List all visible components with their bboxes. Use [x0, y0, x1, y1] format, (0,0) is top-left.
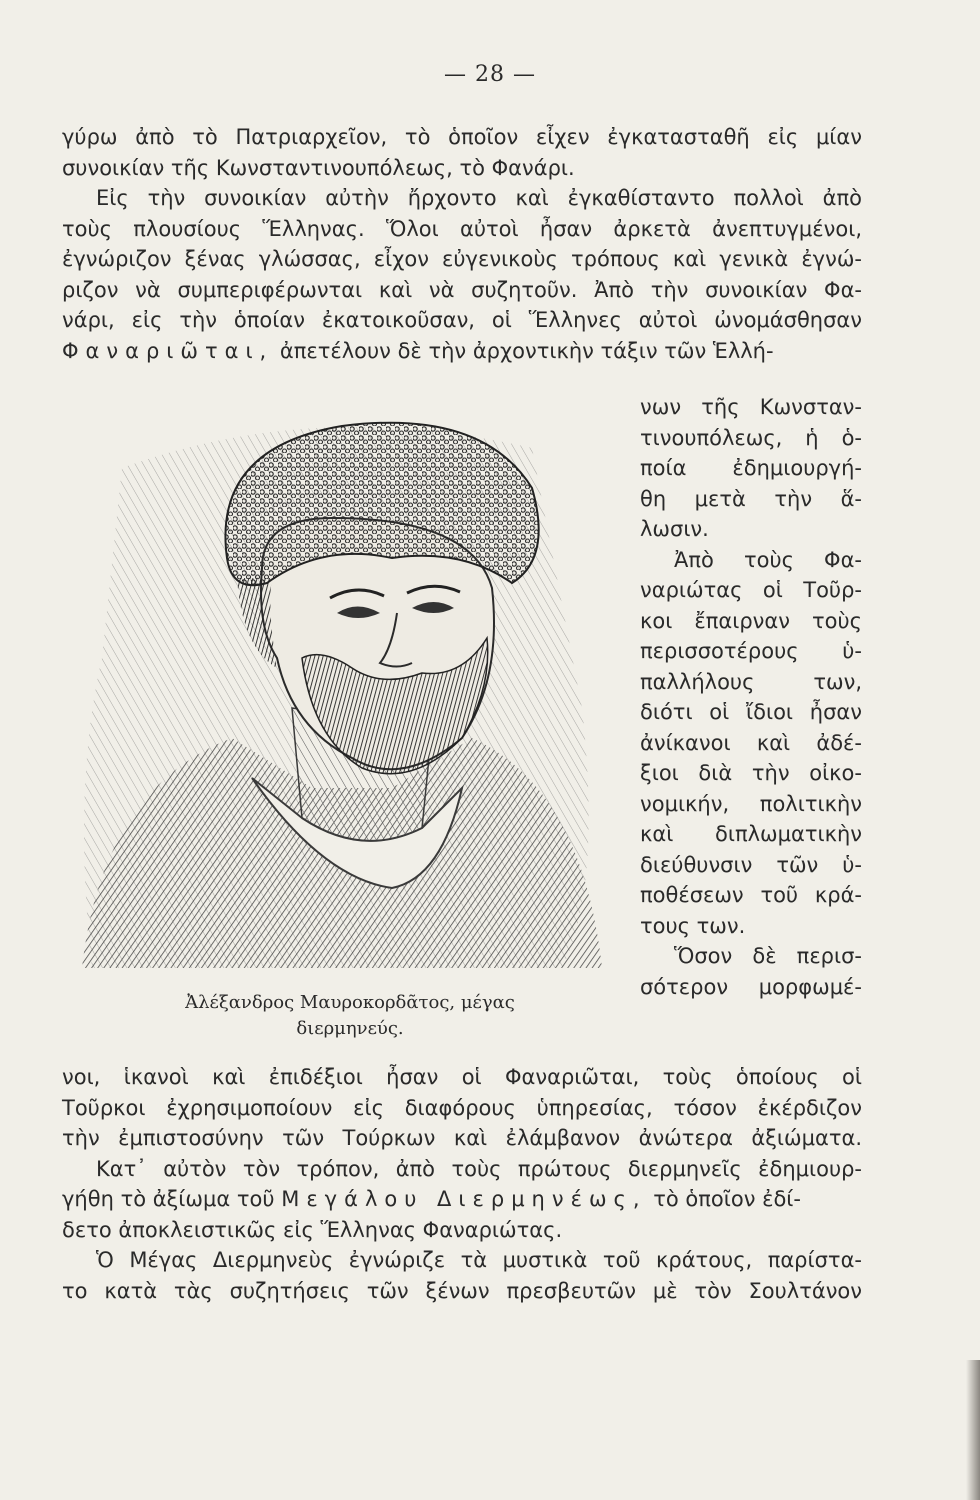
text-line: νοι, ἱκανοὶ καὶ ἐπιδέξιοι ἦσαν οἱ Φαναριῶται, τοὺς ὁποίους οἱ	[62, 1065, 862, 1089]
caption-line: Ἀλέξανδρος Μαυροκορδᾶτος, μέγας	[185, 992, 515, 1013]
side-line: διότι οἱ ἴδιοι ἦσαν	[640, 700, 862, 724]
caption-line: διερμηνεύς.	[296, 1018, 404, 1039]
side-line: διεύθυνσιν τῶν ὑ-	[640, 852, 862, 877]
side-line: νομικήν, πολιτικὴν	[640, 791, 862, 816]
side-line: Ἀπὸ τοὺς Φα-	[674, 547, 862, 572]
text-line: Ὁ Μέγας Διερμηνεὺς ἐγνώριζε τὰ μυστικὰ τοῦ κράτους, παρίστα-	[96, 1248, 862, 1272]
side-line: καὶ διπλωματικὴν	[640, 822, 862, 846]
text-fragment: γήθη τὸ ἀξίωμα τοῦ	[62, 1187, 275, 1211]
text-line: το κατὰ τὰς συζητήσεις τῶν ξένων πρεσβευτῶν μὲ τὸν Σουλτάνον	[62, 1278, 862, 1303]
text-line: Κατ᾽ αὐτὸν τὸν τρόπον, ἀπὸ τοὺς πρώτους διερμηνεῖς ἐδημιουρ-	[96, 1156, 862, 1181]
side-line: ξιοι διὰ τὴν οἰκο-	[640, 761, 862, 785]
bottom-text	[62, 1062, 862, 1306]
text-line: δετο ἀποκλειστικῶς εἰς Ἕλληνας Φαναριώτας.	[62, 1217, 563, 1242]
text-line: τοὺς πλουσίους Ἕλληνας. Ὅλοι αὐτοὶ ἦσαν ἀρκετὰ ἀνεπτυγμένοι,	[62, 216, 862, 241]
page-number: — 28 —	[444, 62, 536, 87]
text-line: τὴν ἐμπιστοσύνην τῶν Τούρκων καὶ ἐλάμβανον ἀνώτερα ἀξιώματα.	[62, 1126, 862, 1150]
text-fragment: τὸ ὁποῖον ἐδί-	[653, 1187, 801, 1211]
side-line: ἀνίκανοι καὶ ἀδέ-	[640, 730, 862, 755]
side-line: νων τῆς Κωνσταν-	[640, 395, 862, 419]
text-line: νάρι, εἰς τὴν ὁποίαν ἐκατοικοῦσαν, οἱ Ἕλληνες αὐτοὶ ὠνομάσθησαν	[62, 308, 862, 332]
side-line: ποία ἐδημιουργή-	[640, 456, 862, 480]
side-column	[640, 392, 862, 1002]
side-line: τινουπόλεως, ἡ ὁ-	[640, 425, 862, 450]
text-fragment: ἀπετέλουν δὲ τὴν ἀρχοντικὴν τάξιν τῶν Ἑλλή-	[279, 338, 774, 363]
side-line: λωσιν.	[640, 517, 709, 541]
side-line: ποθέσεων τοῦ κρά-	[640, 883, 862, 907]
side-line: ναριώτας οἱ Τοῦρ-	[640, 578, 862, 602]
spaced-title: Μεγάλου Διερμηνέως,	[281, 1187, 647, 1211]
side-line: θη μετὰ τὴν ἅ-	[640, 486, 862, 511]
portrait-caption	[130, 990, 570, 1042]
portrait-engraving	[62, 408, 612, 986]
side-line: σότερον μορφωμέ-	[640, 974, 862, 999]
text-line: Εἰς τὴν συνοικίαν αὐτὴν ἤρχοντο καὶ ἐγκαθίσταντο πολλοὶ ἀπὸ	[96, 186, 862, 210]
side-line: παλλήλους των,	[640, 669, 862, 694]
text-line: ἐγνώριζον ξένας γλώσσας, εἶχον εὐγενικοὺς τρόπους καὶ γενικὰ ἐγνώ-	[62, 247, 862, 271]
page-edge-shadow	[966, 1360, 980, 1500]
top-text	[62, 122, 862, 366]
spaced-word: Φαναριῶται,	[62, 338, 274, 363]
text-line: συνοικίαν τῆς Κωνσταντινουπόλεως, τὸ Φανάρι.	[62, 155, 575, 180]
side-line: τους των.	[640, 913, 746, 938]
text-line: γύρω ἀπὸ τὸ Πατριαρχεῖον, τὸ ὁποῖον εἶχεν ἐγκατασταθῆ εἰς μίαν	[62, 125, 862, 149]
text-line: Τοῦρκοι ἐχρησιμοποίουν εἰς διαφόρους ὑπηρεσίας, τόσον ἐκέρδιζον	[62, 1095, 862, 1120]
side-line: περισσοτέρους ὑ-	[640, 639, 862, 663]
side-line: Ὅσον δὲ περισ-	[674, 944, 862, 968]
text-line	[62, 336, 862, 367]
side-line: κοι ἔπαιρναν τοὺς	[640, 608, 862, 633]
text-line	[62, 1184, 862, 1215]
text-line: ριζον νὰ συμπεριφέρωνται καὶ νὰ συζητοῦν. Ἀπὸ τὴν συνοικίαν Φα-	[62, 277, 862, 302]
